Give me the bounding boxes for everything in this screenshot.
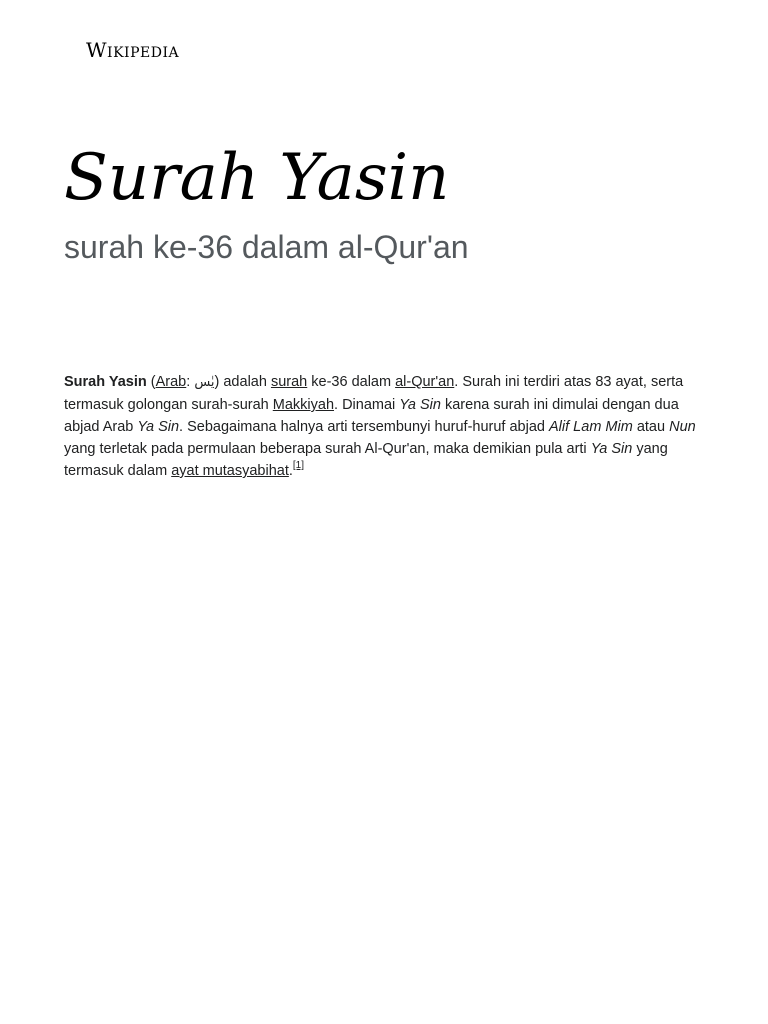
text-segment: . Surah ini terdiri atas 83 ayat, serta termasuk golongan surah-surah <box>64 374 684 413</box>
italic-nun: Nun <box>669 419 696 435</box>
text-segment: . <box>288 463 293 479</box>
text-segment: ( <box>146 374 156 390</box>
page-subtitle: surah ke-36 dalam al-Qur'an <box>64 229 469 265</box>
italic-ya-sin: Ya Sin <box>590 441 633 457</box>
text-segment: atau <box>632 419 670 435</box>
italic-alif-lam-mim: Alif Lam Mim <box>549 419 633 435</box>
text-segment: yang termasuk dalam <box>64 441 668 479</box>
text-segment: ) adalah <box>214 374 271 390</box>
article-bold-name: Surah Yasin <box>64 374 147 390</box>
italic-ya-sin: Ya Sin <box>399 397 441 413</box>
wikipedia-logo[interactable]: Wikipedia <box>86 38 180 62</box>
quran-link[interactable]: al-Qur'an <box>395 374 455 390</box>
text-segment: ke-36 dalam <box>307 374 396 390</box>
arabic-name: يٰس <box>194 375 215 390</box>
italic-ya-sin: Ya Sin <box>137 419 180 435</box>
reference-link[interactable]: [1] <box>292 460 305 471</box>
arab-link[interactable]: Arab <box>155 374 187 390</box>
text-segment: : <box>186 374 195 390</box>
ayat-mutasyabihat-link[interactable]: ayat mutasyabihat <box>171 463 289 479</box>
text-segment: karena surah ini dimulai dengan dua abjad Arab <box>64 397 679 435</box>
page-title: Surah Yasin <box>64 141 450 215</box>
text-segment: yang terletak pada permulaan beberapa surah Al-Qur'an, maka demikian pula arti <box>64 441 591 457</box>
makkiyah-link[interactable]: Makkiyah <box>272 397 335 413</box>
text-segment: . Dinamai <box>334 397 400 413</box>
text-segment: . Sebagaimana halnya arti tersembunyi huruf-huruf abjad <box>179 419 550 435</box>
article-lead-paragraph <box>64 371 704 482</box>
surah-link[interactable]: surah <box>270 374 308 390</box>
